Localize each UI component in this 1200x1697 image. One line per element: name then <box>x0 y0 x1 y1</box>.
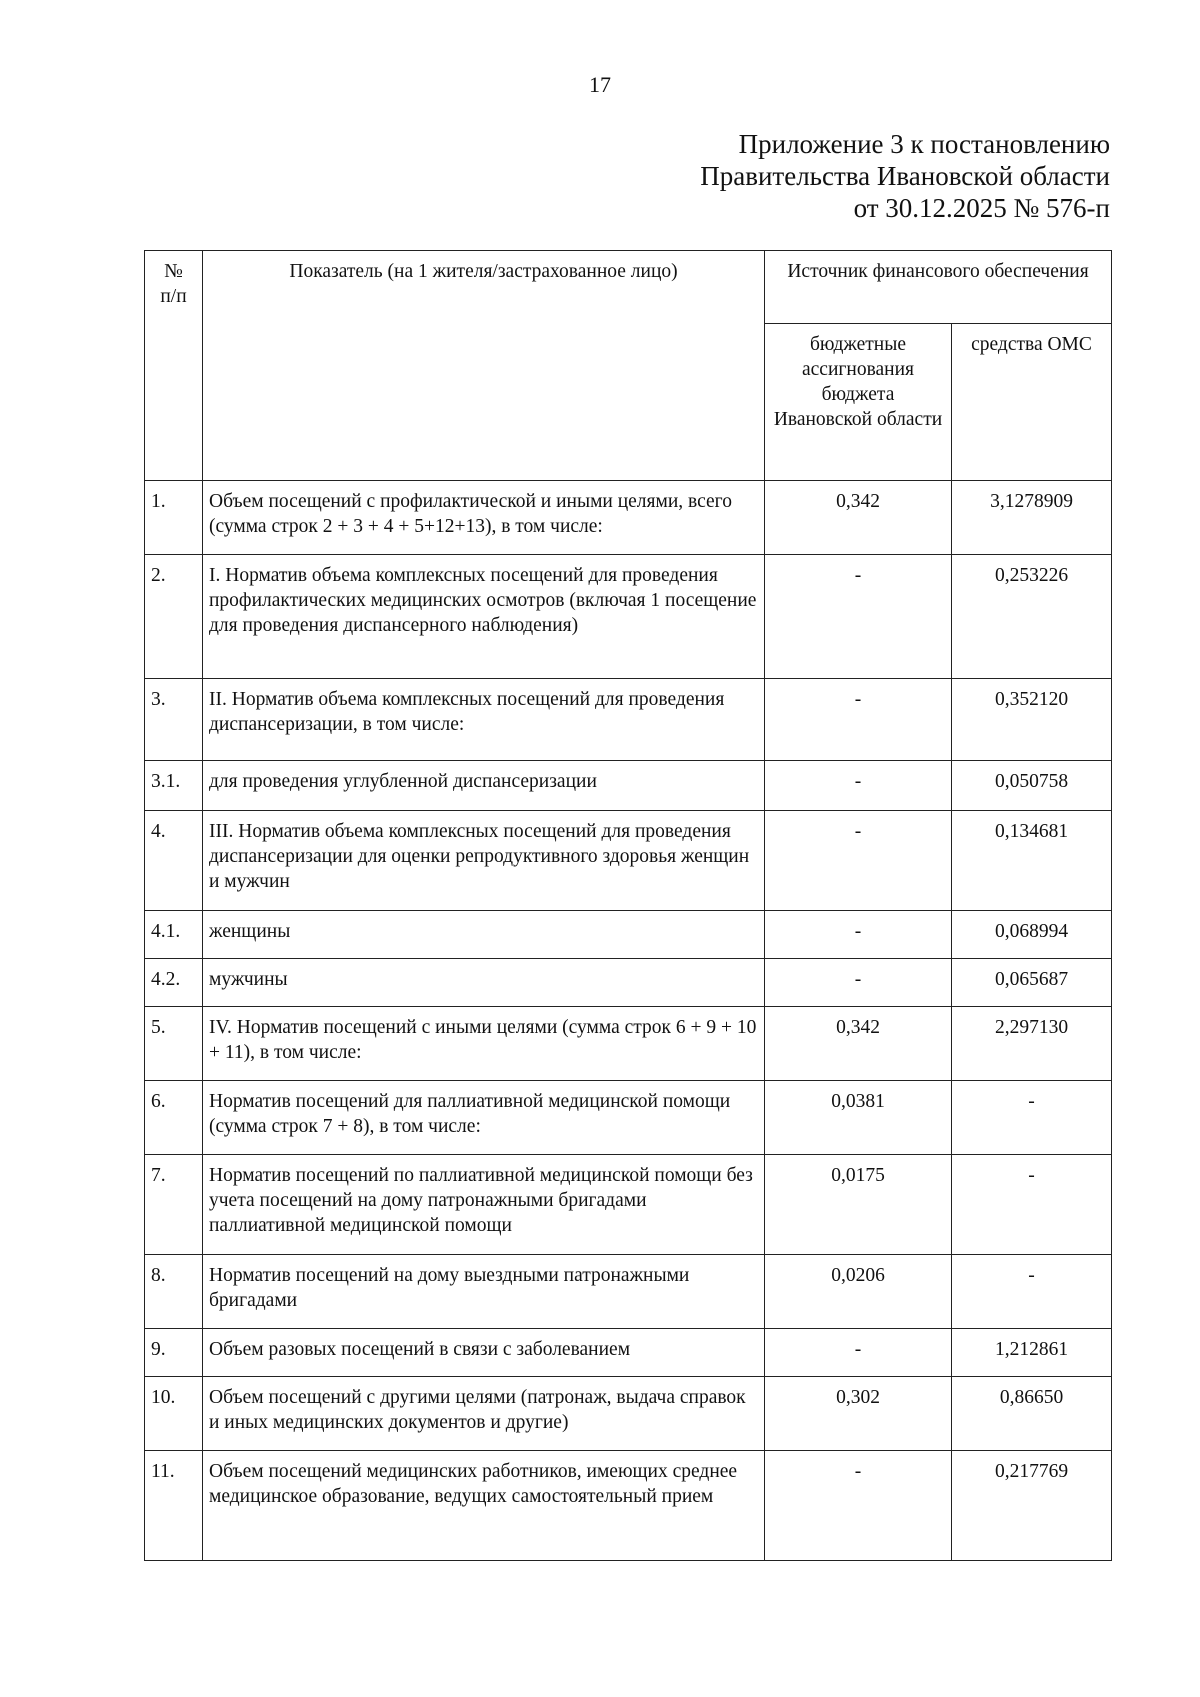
appendix-line-1: Приложение 3 к постановлению <box>738 129 1110 159</box>
row-budget-value: 0,342 <box>765 1007 952 1081</box>
row-oms-value: - <box>952 1081 1112 1155</box>
row-num: 3.1. <box>145 761 203 811</box>
row-indicator: мужчины <box>203 959 765 1007</box>
norms-table <box>144 250 1112 1561</box>
row-budget-value: 0,0381 <box>765 1081 952 1155</box>
row-indicator: для проведения углубленной диспансеризации <box>203 761 765 811</box>
row-oms-value: 0,134681 <box>952 811 1112 911</box>
row-oms-value: 0,068994 <box>952 911 1112 959</box>
row-budget-value: - <box>765 1451 952 1561</box>
table-row <box>145 1329 1112 1377</box>
row-budget-value: - <box>765 679 952 761</box>
table-row <box>145 1451 1112 1561</box>
row-indicator: I. Норматив объема комплексных посещений для проведения профилактических медицинских осмотров (включая 1 посещение для проведения диспансерного наблюдения) <box>203 555 765 679</box>
row-oms-value: 2,297130 <box>952 1007 1112 1081</box>
row-num: 6. <box>145 1081 203 1155</box>
row-indicator: II. Норматив объема комплексных посещений для проведения диспансеризации, в том числе: <box>203 679 765 761</box>
row-num: 2. <box>145 555 203 679</box>
table-header-row <box>145 251 1112 324</box>
row-num: 1. <box>145 481 203 555</box>
appendix-line-3: от 30.12.2025 № 576-п <box>853 193 1110 223</box>
row-budget-value: 0,342 <box>765 481 952 555</box>
row-indicator: Объем разовых посещений в связи с заболеванием <box>203 1329 765 1377</box>
row-budget-value: 0,0175 <box>765 1155 952 1255</box>
row-indicator: женщины <box>203 911 765 959</box>
row-indicator: Объем посещений с другими целями (патронаж, выдача справок и иных медицинских документов и другие) <box>203 1377 765 1451</box>
header-source: Источник финансового обеспечения <box>765 251 1112 324</box>
row-num: 11. <box>145 1451 203 1561</box>
row-indicator: Объем посещений медицинских работников, имеющих среднее медицинское образование, ведущих самостоятельный прием <box>203 1451 765 1561</box>
appendix-line-2: Правительства Ивановской области <box>700 161 1110 191</box>
row-budget-value: - <box>765 761 952 811</box>
row-budget-value: - <box>765 811 952 911</box>
page-number: 17 <box>589 72 611 97</box>
row-oms-value: 0,86650 <box>952 1377 1112 1451</box>
table-row <box>145 555 1112 679</box>
row-num: 4. <box>145 811 203 911</box>
appendix-header <box>410 128 1110 224</box>
table-body <box>145 251 1112 1561</box>
row-budget-value: - <box>765 959 952 1007</box>
table-row <box>145 1255 1112 1329</box>
row-num: 9. <box>145 1329 203 1377</box>
row-num: 7. <box>145 1155 203 1255</box>
row-num: 3. <box>145 679 203 761</box>
table-row <box>145 911 1112 959</box>
table-row <box>145 481 1112 555</box>
table-row <box>145 679 1112 761</box>
row-budget-value: - <box>765 555 952 679</box>
row-budget-value: 0,302 <box>765 1377 952 1451</box>
row-indicator: Объем посещений с профилактической и иными целями, всего (сумма строк 2 + 3 + 4 + 5+12+13), в том числе: <box>203 481 765 555</box>
row-oms-value: 0,217769 <box>952 1451 1112 1561</box>
row-oms-value: 1,212861 <box>952 1329 1112 1377</box>
row-num: 10. <box>145 1377 203 1451</box>
row-num: 8. <box>145 1255 203 1329</box>
row-budget-value: - <box>765 911 952 959</box>
row-num: 4.2. <box>145 959 203 1007</box>
row-oms-value: 0,352120 <box>952 679 1112 761</box>
row-num: 4.1. <box>145 911 203 959</box>
row-oms-value: - <box>952 1255 1112 1329</box>
table-row <box>145 959 1112 1007</box>
row-indicator: Норматив посещений на дому выездными патронажными бригадами <box>203 1255 765 1329</box>
table-row <box>145 811 1112 911</box>
row-indicator: Норматив посещений по паллиативной медицинской помощи без учета посещений на дому патронажными бригадами паллиативной медицинской помощи <box>203 1155 765 1255</box>
row-budget-value: 0,0206 <box>765 1255 952 1329</box>
row-indicator: IV. Норматив посещений с иными целями (сумма строк 6 + 9 + 10 + 11), в том числе: <box>203 1007 765 1081</box>
table-row <box>145 1155 1112 1255</box>
row-oms-value: 0,050758 <box>952 761 1112 811</box>
header-num: № п/п <box>145 251 203 481</box>
row-oms-value: 3,1278909 <box>952 481 1112 555</box>
header-indicator: Показатель (на 1 жителя/застрахованное лицо) <box>203 251 765 481</box>
table-row <box>145 1377 1112 1451</box>
row-budget-value: - <box>765 1329 952 1377</box>
header-oms: средства ОМС <box>952 324 1112 481</box>
row-num: 5. <box>145 1007 203 1081</box>
row-indicator: Норматив посещений для паллиативной медицинской помощи (сумма строк 7 + 8), в том числе: <box>203 1081 765 1155</box>
row-oms-value: 0,065687 <box>952 959 1112 1007</box>
row-oms-value: - <box>952 1155 1112 1255</box>
table-row <box>145 761 1112 811</box>
row-indicator: III. Норматив объема комплексных посещений для проведения диспансеризации для оценки репродуктивного здоровья женщин и мужчин <box>203 811 765 911</box>
table-row <box>145 1081 1112 1155</box>
table-row <box>145 1007 1112 1081</box>
row-oms-value: 0,253226 <box>952 555 1112 679</box>
header-budget: бюджетные ассигнования бюджета Ивановской области <box>765 324 952 481</box>
